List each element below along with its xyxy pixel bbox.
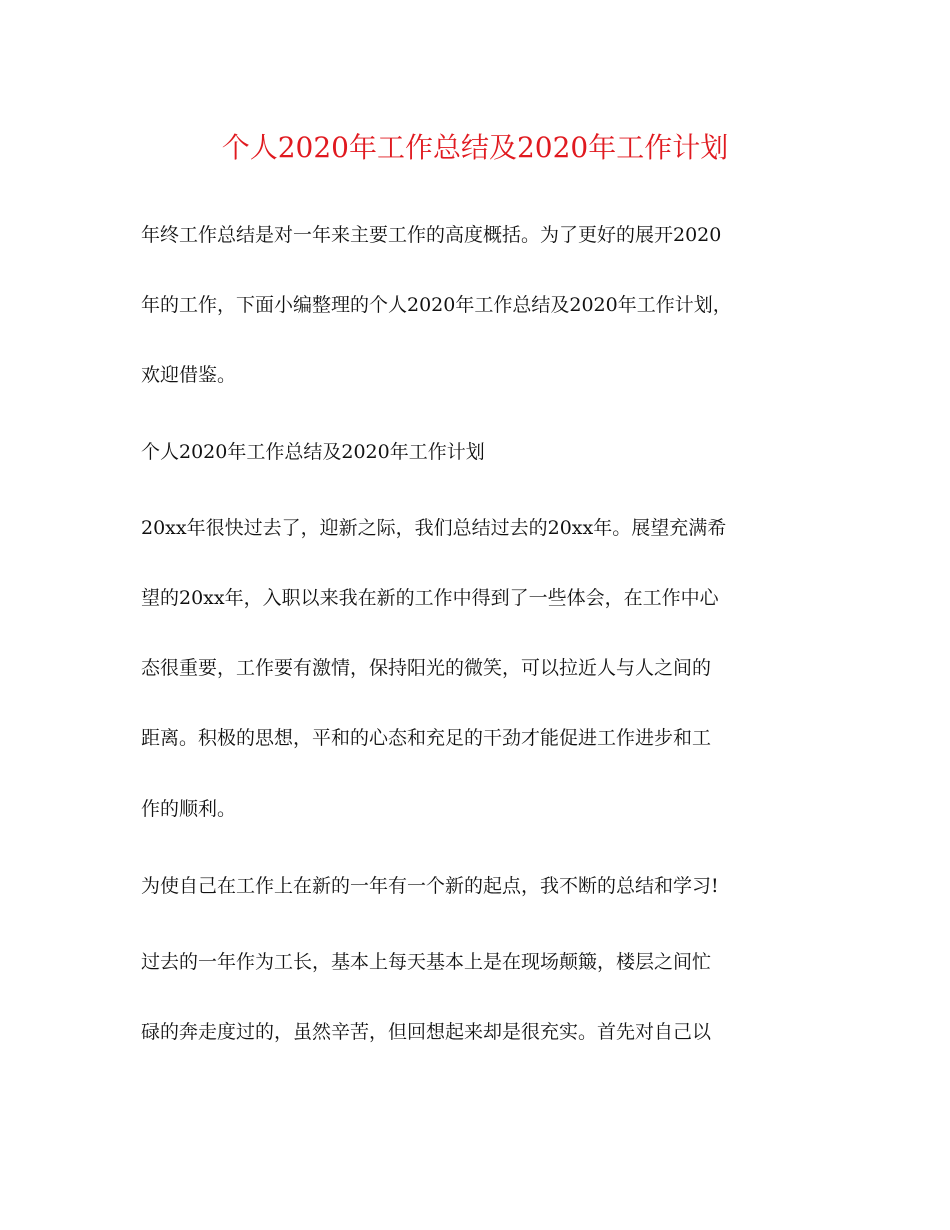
paragraph-line: 过去的一年作为工长，基本上每天基本上是在现场颠簸，楼层之间忙: [141, 951, 712, 973]
section-heading: 个人2020年工作总结及2020年工作计划: [141, 441, 485, 463]
paragraph-line: 距离。积极的思想，平和的心态和充足的干劲才能促进工作进步和工: [141, 727, 712, 749]
paragraph-line: 年终工作总结是对一年来主要工作的高度概括。为了更好的展开2020: [141, 224, 722, 246]
paragraph-line: 望的20xx年，入职以来我在新的工作中得到了一些体会，在工作中心: [141, 587, 719, 609]
document-title: 个人2020年工作总结及2020年工作计划: [221, 131, 729, 164]
paragraph-line: 碌的奔走度过的，虽然辛苦，但回想起来却是很充实。首先对自己以: [141, 1021, 712, 1043]
paragraph-line: 欢迎借鉴。: [141, 364, 237, 386]
paragraph-line: 年的工作，下面小编整理的个人2020年工作总结及2020年工作计划，: [141, 294, 732, 316]
paragraph-line: 态很重要，工作要有激情，保持阳光的微笑，可以拉近人与人之间的: [141, 657, 712, 679]
paragraph-line: 20xx年很快过去了，迎新之际，我们总结过去的20xx年。展望充满希: [141, 517, 727, 539]
paragraph-line: 为使自己在工作上在新的一年有一个新的起点，我不断的总结和学习!: [141, 875, 719, 897]
paragraph-line: 作的顺利。: [141, 798, 237, 820]
